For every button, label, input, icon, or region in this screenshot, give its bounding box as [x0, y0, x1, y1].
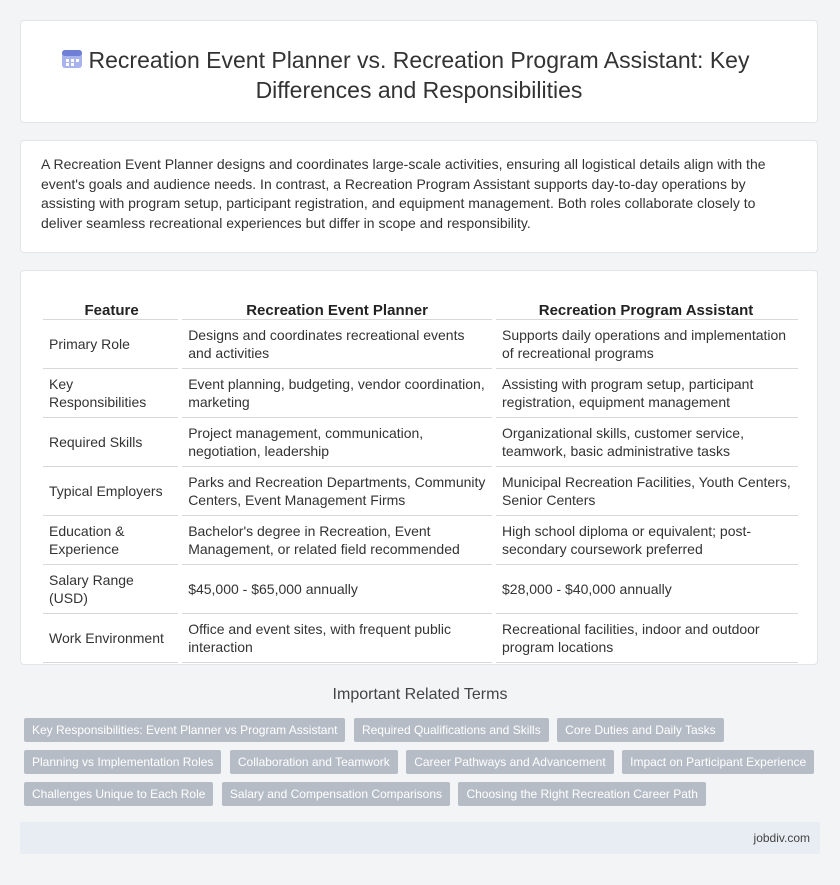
footer [20, 822, 820, 854]
related-terms-title: Important Related Terms [332, 686, 508, 703]
planner-cell: Office and event sites, with frequent public interaction [180, 614, 494, 663]
assistant-cell: Municipal Recreation Facilities, Youth Centers, Senior Centers [494, 467, 798, 516]
related-tag[interactable]: Core Duties and Daily Tasks [557, 718, 724, 742]
related-tag[interactable]: Impact on Participant Experience [622, 750, 814, 774]
table-header-row [43, 293, 798, 320]
table-row [43, 369, 798, 418]
table-row [43, 320, 798, 369]
planner-cell: Project management, communication, negotiation, leadership [180, 418, 494, 467]
table-row [43, 418, 798, 467]
planner-cell: Parks and Recreation Departments, Community Centers, Event Management Firms [180, 467, 494, 516]
feature-cell: Key Responsibilities [43, 369, 180, 418]
planner-cell: Bachelor's degree in Recreation, Event Management, or related field recommended [180, 516, 494, 565]
planner-cell: Event planning, budgeting, vendor coordination, marketing [180, 369, 494, 418]
intro-card [20, 140, 818, 253]
related-tag[interactable]: Challenges Unique to Each Role [24, 782, 213, 806]
feature-cell: Typical Employers [43, 467, 180, 516]
planner-cell: $45,000 - $65,000 annually [180, 565, 494, 614]
header-card [20, 20, 818, 123]
header-event-planner: Recreation Event Planner [180, 293, 494, 320]
related-tag[interactable]: Key Responsibilities: Event Planner vs Program Assistant [24, 718, 345, 742]
related-tag[interactable]: Planning vs Implementation Roles [24, 750, 221, 774]
assistant-cell: Organizational skills, customer service, teamwork, basic administrative tasks [494, 418, 798, 467]
page-title: Recreation Event Planner vs. Recreation Program Assistant: Key Differences and Responsibilities [88, 47, 750, 103]
related-terms-list [24, 718, 824, 814]
assistant-cell: Supports daily operations and implementation of recreational programs [494, 320, 798, 369]
related-tag[interactable]: Choosing the Right Recreation Career Path [458, 782, 705, 806]
table-row [43, 516, 798, 565]
intro-text: A Recreation Event Planner designs and coordinates large-scale activities, ensuring all logistical details align with the event's goals and audience needs. In contrast, a Recreation Program Assistant supports day-to-day operations by assisting with program setup, participant registration, and equipment management. Both roles collaborate closely to deliver seamless recreational experiences but differ in scope and responsibility. [41, 156, 766, 231]
comparison-table [43, 293, 798, 663]
comparison-card [20, 270, 818, 665]
related-tag[interactable]: Salary and Compensation Comparisons [222, 782, 450, 806]
related-tag[interactable]: Career Pathways and Advancement [406, 750, 613, 774]
header-program-assistant: Recreation Program Assistant [494, 293, 798, 320]
feature-cell: Primary Role [43, 320, 180, 369]
assistant-cell: High school diploma or equivalent; post-secondary coursework preferred [494, 516, 798, 565]
related-tag[interactable]: Collaboration and Teamwork [230, 750, 398, 774]
planner-cell: Designs and coordinates recreational events and activities [180, 320, 494, 369]
assistant-cell: Recreational facilities, indoor and outdoor program locations [494, 614, 798, 663]
header-feature: Feature [43, 293, 180, 320]
footer-site-link[interactable]: jobdiv.com [753, 831, 810, 845]
feature-cell: Required Skills [43, 418, 180, 467]
table-row [43, 614, 798, 663]
assistant-cell: Assisting with program setup, participant registration, equipment management [494, 369, 798, 418]
feature-cell: Salary Range (USD) [43, 565, 180, 614]
feature-cell: Work Environment [43, 614, 180, 663]
related-tag[interactable]: Required Qualifications and Skills [354, 718, 549, 742]
table-row [43, 467, 798, 516]
table-row [43, 565, 798, 614]
calendar-icon [61, 47, 83, 69]
assistant-cell: $28,000 - $40,000 annually [494, 565, 798, 614]
feature-cell: Education & Experience [43, 516, 180, 565]
